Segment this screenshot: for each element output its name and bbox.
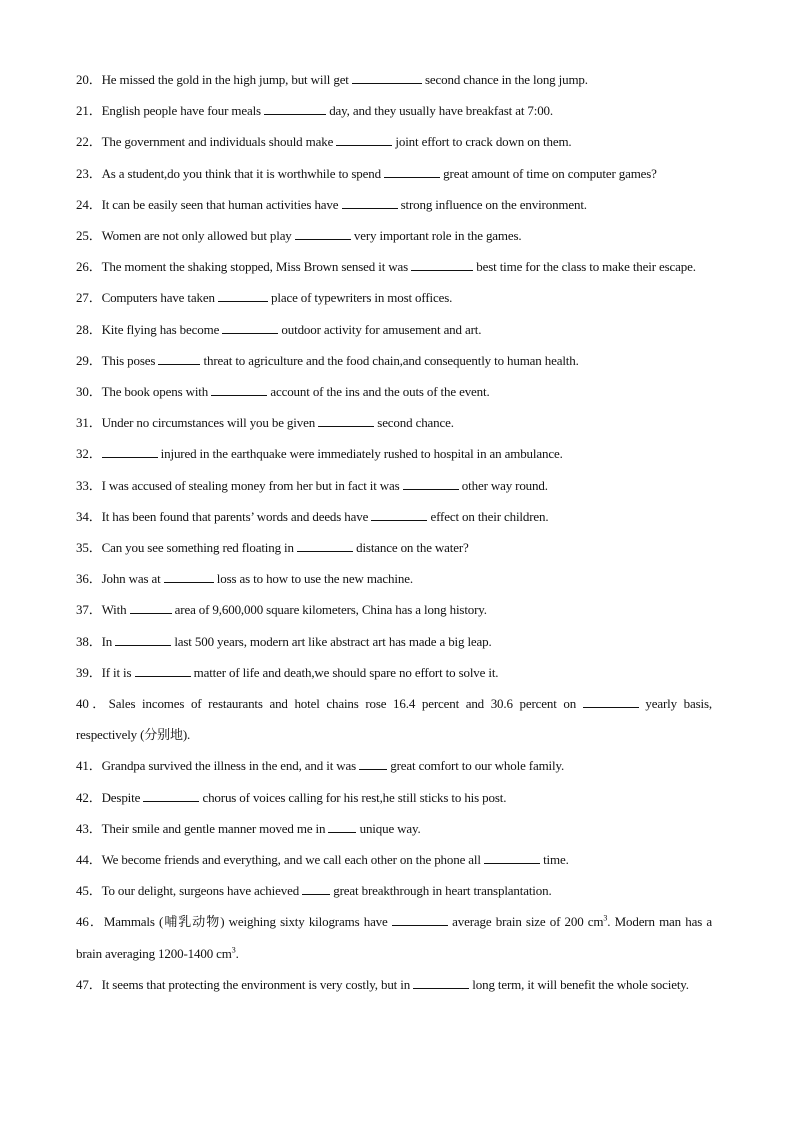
answer-blank[interactable] bbox=[130, 603, 172, 614]
answer-blank[interactable] bbox=[295, 229, 351, 240]
answer-blank[interactable] bbox=[328, 822, 356, 833]
question-item bbox=[76, 532, 712, 563]
answer-blank[interactable] bbox=[342, 198, 398, 209]
question-number: 41． bbox=[76, 758, 102, 774]
answer-blank[interactable] bbox=[318, 416, 374, 427]
question-number: 38． bbox=[76, 633, 102, 649]
question-number: 35． bbox=[76, 540, 102, 556]
question-text-after: outdoor activity for amusement and art. bbox=[281, 321, 482, 337]
question-number: 21． bbox=[76, 103, 102, 119]
question-item bbox=[76, 688, 712, 750]
question-item bbox=[76, 220, 712, 251]
question-item bbox=[76, 95, 712, 126]
question-text-before: Sales incomes of restaurants and hotel chains rose 16.4 percent and 30.6 percent on bbox=[108, 696, 577, 712]
question-item bbox=[76, 875, 712, 906]
answer-blank[interactable] bbox=[392, 915, 448, 926]
superscript: 3 bbox=[603, 914, 608, 924]
question-text-after: day, and they usually have breakfast at 7:00. bbox=[329, 103, 553, 119]
question-text-before: Kite flying has become bbox=[101, 321, 220, 337]
answer-blank[interactable] bbox=[336, 135, 392, 146]
question-item bbox=[76, 282, 712, 313]
question-text-after: injured in the earthquake were immediately rushed to hospital in an ambulance. bbox=[160, 446, 563, 462]
question-text-after: average brain size of 200 cm bbox=[452, 914, 604, 930]
question-text-after: account of the ins and the outs of the event. bbox=[270, 384, 490, 400]
answer-blank[interactable] bbox=[411, 260, 473, 271]
question-number: 31． bbox=[76, 415, 102, 431]
question-number: 25． bbox=[76, 228, 102, 244]
answer-blank[interactable] bbox=[164, 572, 214, 583]
answer-blank[interactable] bbox=[403, 479, 459, 490]
answer-blank[interactable] bbox=[115, 635, 171, 646]
question-text-after: area of 9,600,000 square kilometers, China has a long history. bbox=[174, 602, 487, 618]
question-number: 32． bbox=[76, 446, 102, 462]
answer-blank[interactable] bbox=[135, 666, 191, 677]
question-item bbox=[76, 126, 712, 157]
question-text-after: . bbox=[235, 945, 239, 961]
question-number: 33． bbox=[76, 477, 102, 493]
question-text-before: It has been found that parents’ words and deeds have bbox=[101, 508, 369, 524]
question-text-before: Can you see something red floating in bbox=[101, 540, 294, 556]
answer-blank[interactable] bbox=[352, 73, 422, 84]
superscript: 3 bbox=[231, 945, 236, 955]
question-item bbox=[76, 844, 712, 875]
question-text-before: If it is bbox=[101, 664, 132, 680]
question-text-before: Women are not only allowed but play bbox=[101, 228, 292, 244]
question-text-before: This poses bbox=[101, 352, 156, 368]
question-text-before: In bbox=[101, 633, 113, 649]
question-number: 29． bbox=[76, 352, 102, 368]
question-text-after: great comfort to our whole family. bbox=[390, 758, 565, 774]
question-number: 36． bbox=[76, 571, 102, 587]
question-text-before: Computers have taken bbox=[101, 290, 215, 306]
question-text-before: English people have four meals bbox=[101, 103, 261, 119]
question-text-after: strong influence on the environment. bbox=[400, 196, 587, 212]
question-text-after: long term, it will benefit the whole society. bbox=[472, 976, 689, 992]
question-number: 27． bbox=[76, 290, 102, 306]
answer-blank[interactable] bbox=[384, 167, 440, 178]
question-item bbox=[76, 376, 712, 407]
question-text-before: Their smile and gentle manner moved me in bbox=[101, 820, 326, 836]
question-text-after: joint effort to crack down on them. bbox=[395, 134, 572, 150]
question-number: 40． bbox=[76, 696, 109, 712]
answer-blank[interactable] bbox=[158, 354, 200, 365]
answer-blank[interactable] bbox=[222, 323, 278, 334]
question-number: 44． bbox=[76, 852, 102, 868]
question-number: 39． bbox=[76, 664, 102, 680]
question-item bbox=[76, 813, 712, 844]
question-number: 37． bbox=[76, 602, 102, 618]
question-number: 20． bbox=[76, 72, 102, 87]
question-item bbox=[76, 969, 712, 1000]
question-item bbox=[76, 501, 712, 532]
answer-blank[interactable] bbox=[218, 291, 268, 302]
question-item bbox=[76, 906, 712, 968]
answer-blank[interactable] bbox=[484, 853, 540, 864]
question-number: 28． bbox=[76, 321, 102, 337]
question-number: 22． bbox=[76, 134, 102, 150]
question-item bbox=[76, 64, 712, 95]
answer-blank[interactable] bbox=[413, 978, 469, 989]
answer-blank[interactable] bbox=[297, 541, 353, 552]
answer-blank[interactable] bbox=[302, 884, 330, 895]
question-number: 42． bbox=[76, 789, 102, 805]
question-text-after: distance on the water? bbox=[356, 540, 469, 556]
answer-blank[interactable] bbox=[211, 385, 267, 396]
question-list bbox=[76, 64, 712, 1000]
question-text-after: matter of life and death,we should spare no effort to solve it. bbox=[193, 664, 499, 680]
question-item bbox=[76, 782, 712, 813]
question-text-before: Under no circumstances will you be given bbox=[101, 415, 316, 431]
question-number: 26． bbox=[76, 259, 102, 275]
question-text-after: yearly basis, respectively (分别地). bbox=[76, 696, 712, 743]
question-text-before: The moment the shaking stopped, Miss Brown sensed it was bbox=[101, 259, 409, 275]
question-item bbox=[76, 407, 712, 438]
question-text-before: The book opens with bbox=[101, 384, 209, 400]
question-text-after: great breakthrough in heart transplantation. bbox=[333, 883, 552, 899]
question-item bbox=[76, 594, 712, 625]
answer-blank[interactable] bbox=[359, 759, 387, 770]
question-text-after: second chance. bbox=[377, 415, 454, 431]
question-text-before: It seems that protecting the environment is very costly, but in bbox=[101, 976, 411, 992]
question-text-after: loss as to how to use the new machine. bbox=[216, 571, 413, 587]
question-text-after: great amount of time on computer games? bbox=[443, 165, 657, 181]
question-text-after: second chance in the long jump. bbox=[425, 72, 588, 87]
question-text-before: He missed the gold in the high jump, but will get bbox=[101, 72, 349, 87]
answer-blank[interactable] bbox=[264, 104, 326, 115]
question-item bbox=[76, 438, 712, 469]
answer-blank[interactable] bbox=[583, 697, 639, 708]
question-text-after: threat to agriculture and the food chain,and consequently to human health. bbox=[203, 352, 579, 368]
question-text-before: Mammals (哺乳动物) weighing sixty kilograms have bbox=[103, 914, 388, 930]
question-number: 23． bbox=[76, 165, 102, 181]
question-item bbox=[76, 563, 712, 594]
question-text-after: effect on their children. bbox=[430, 508, 549, 524]
question-item bbox=[76, 345, 712, 376]
question-text-before: I was accused of stealing money from her but in fact it was bbox=[101, 477, 400, 493]
question-text-after: . Modern man has a brain averaging 1200-1400 cm bbox=[76, 914, 712, 961]
question-item bbox=[76, 657, 712, 688]
question-text-before: As a student,do you think that it is worthwhile to spend bbox=[101, 165, 381, 181]
question-text-before: The government and individuals should make bbox=[101, 134, 334, 150]
question-number: 43． bbox=[76, 820, 102, 836]
question-text-after: last 500 years, modern art like abstract art has made a big leap. bbox=[174, 633, 492, 649]
question-item bbox=[76, 626, 712, 657]
question-text-after: very important role in the games. bbox=[353, 228, 522, 244]
question-item bbox=[76, 314, 712, 345]
question-text-after: other way round. bbox=[461, 477, 548, 493]
question-text-before: It can be easily seen that human activities have bbox=[101, 196, 339, 212]
question-item bbox=[76, 189, 712, 220]
question-text-before: Grandpa survived the illness in the end, and it was bbox=[101, 758, 357, 774]
question-number: 34． bbox=[76, 508, 102, 524]
question-item bbox=[76, 470, 712, 501]
question-number: 30． bbox=[76, 384, 102, 400]
question-text-after: unique way. bbox=[359, 820, 421, 836]
question-text-before: To our delight, surgeons have achieved bbox=[101, 883, 300, 899]
question-item bbox=[76, 158, 712, 189]
question-text-before: We become friends and everything, and we call each other on the phone all bbox=[101, 852, 481, 868]
question-number: 46． bbox=[76, 914, 104, 930]
question-item bbox=[76, 750, 712, 781]
question-text-before: With bbox=[101, 602, 127, 618]
question-text-before: Despite bbox=[101, 789, 141, 805]
question-number: 45． bbox=[76, 883, 102, 899]
question-text-after: best time for the class to make their escape. bbox=[476, 259, 696, 275]
answer-blank[interactable] bbox=[143, 791, 199, 802]
question-text-after: place of typewriters in most offices. bbox=[271, 290, 453, 306]
question-number: 24． bbox=[76, 196, 102, 212]
question-text-after: chorus of voices calling for his rest,he still sticks to his post. bbox=[202, 789, 507, 805]
question-text-before: John was at bbox=[101, 571, 161, 587]
answer-blank[interactable] bbox=[102, 447, 158, 458]
answer-blank[interactable] bbox=[371, 510, 427, 521]
question-number: 47． bbox=[76, 976, 102, 992]
question-text-after: time. bbox=[543, 852, 569, 868]
question-item bbox=[76, 251, 712, 282]
